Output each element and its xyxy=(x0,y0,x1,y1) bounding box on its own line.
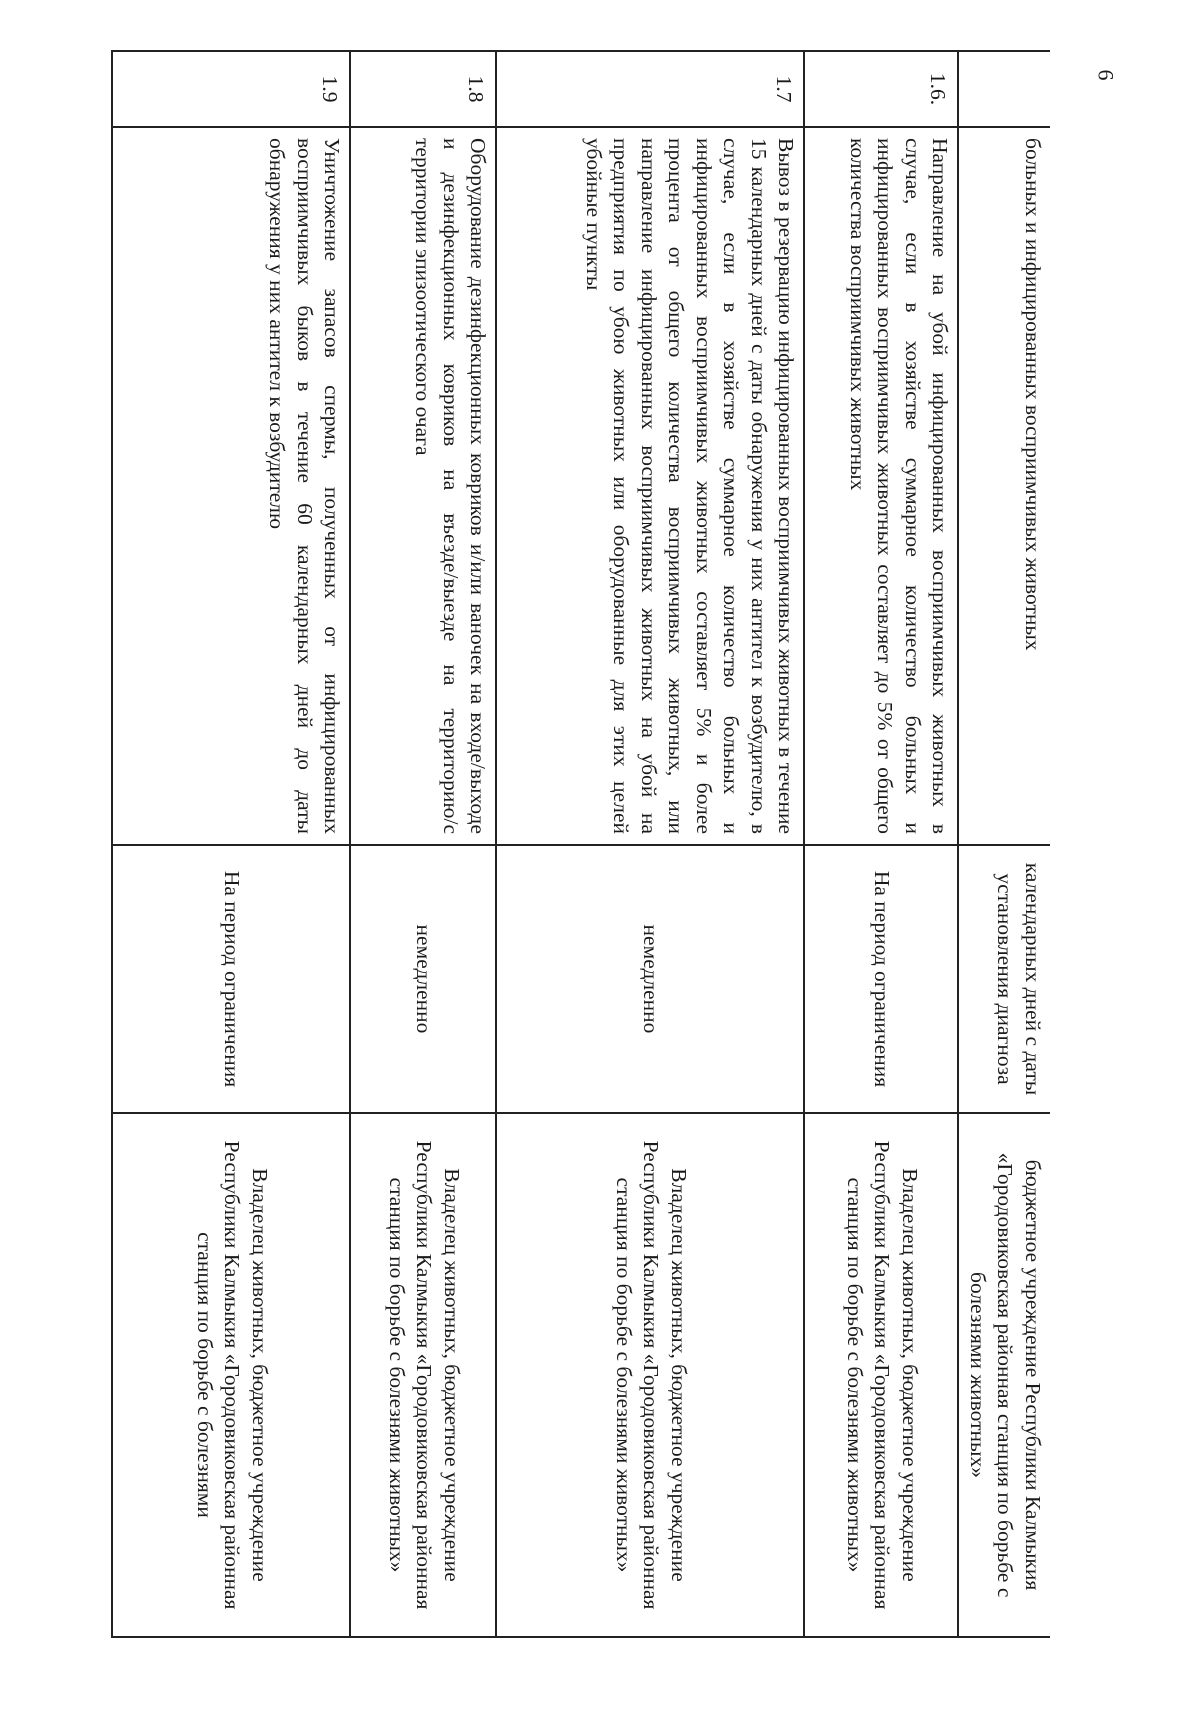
responsible-cell: бюджетное учреждение Республики Калмыкия «Городовиковская районная станция по борьбе с болезнями животных» xyxy=(958,1113,1050,1637)
rotated-table-container xyxy=(120,50,1050,1638)
term-cell: календарных дней с даты установления диагноза xyxy=(958,845,1050,1113)
term-cell: На период ограничения xyxy=(804,845,958,1113)
measure-cell: Уничтожение запасов спермы, полученных от инфицированных восприимчивых быков в течение 60 календарных дней до даты обнаружения у них антител к возбудителю xyxy=(112,127,350,845)
table-landscape xyxy=(120,50,1050,1638)
row-number: 1.7 xyxy=(496,51,804,127)
measure-cell: Направление на убой инфицированных восприимчивых животных в случае, если в хозяйстве суммарное количество больных и инфицированных восприимчивых животных составляет до 5% от общего количества восприимчивых животных xyxy=(804,127,958,845)
responsible-cell: Владелец животных, бюджетное учреждение Республики Калмыкия «Городовиковская районная станция по борьбе с болезнями животных» xyxy=(496,1113,804,1637)
page-number: 6 xyxy=(1093,69,1119,81)
row-number: 1.8 xyxy=(350,51,496,127)
measures-table xyxy=(111,50,1050,1638)
responsible-cell: Владелец животных, бюджетное учреждение Республики Калмыкия «Городовиковская районная станция по борьбе с болезнями животных» xyxy=(350,1113,496,1637)
table-row xyxy=(112,51,350,1637)
row-number xyxy=(958,51,1050,127)
table-row xyxy=(804,51,958,1637)
table-row xyxy=(350,51,496,1637)
measure-cell: Вывоз в резервацию инфицированных восприимчивых животных в течение 15 календарных дней с даты обнаружения у них антител к возбудителю, в случае, если в хозяйстве суммарное количество больных и инфицированных восприимчивых животных составляет 5% и более процента от общего количества восприимчивых животных, или направление инфицированных восприимчивых животных на убой на предприятия по убою животных или оборудованные для этих целей убойные пункты xyxy=(496,127,804,845)
measure-cell: Оборудование дезинфекционных ковриков и/или ваночек на входе/выходе и дезинфекционных ковриков на въезде/выезде на территорию/с территории эпизоотического очага xyxy=(350,127,496,845)
table-row xyxy=(958,51,1050,1637)
term-cell: немедленно xyxy=(496,845,804,1113)
measure-cell: больных и инфицированных восприимчивых животных xyxy=(958,127,1050,845)
row-number: 1.9 xyxy=(112,51,350,127)
responsible-cell: Владелец животных, бюджетное учреждение Республики Калмыкия «Городовиковская районная станция по борьбе с болезнями xyxy=(112,1113,350,1637)
responsible-cell: Владелец животных, бюджетное учреждение Республики Калмыкия «Городовиковская районная станция по борьбе с болезнями животных» xyxy=(804,1113,958,1637)
row-number: 1.6. xyxy=(804,51,958,127)
term-cell: На период ограничения xyxy=(112,845,350,1113)
table-row xyxy=(496,51,804,1637)
term-cell: немедленно xyxy=(350,845,496,1113)
